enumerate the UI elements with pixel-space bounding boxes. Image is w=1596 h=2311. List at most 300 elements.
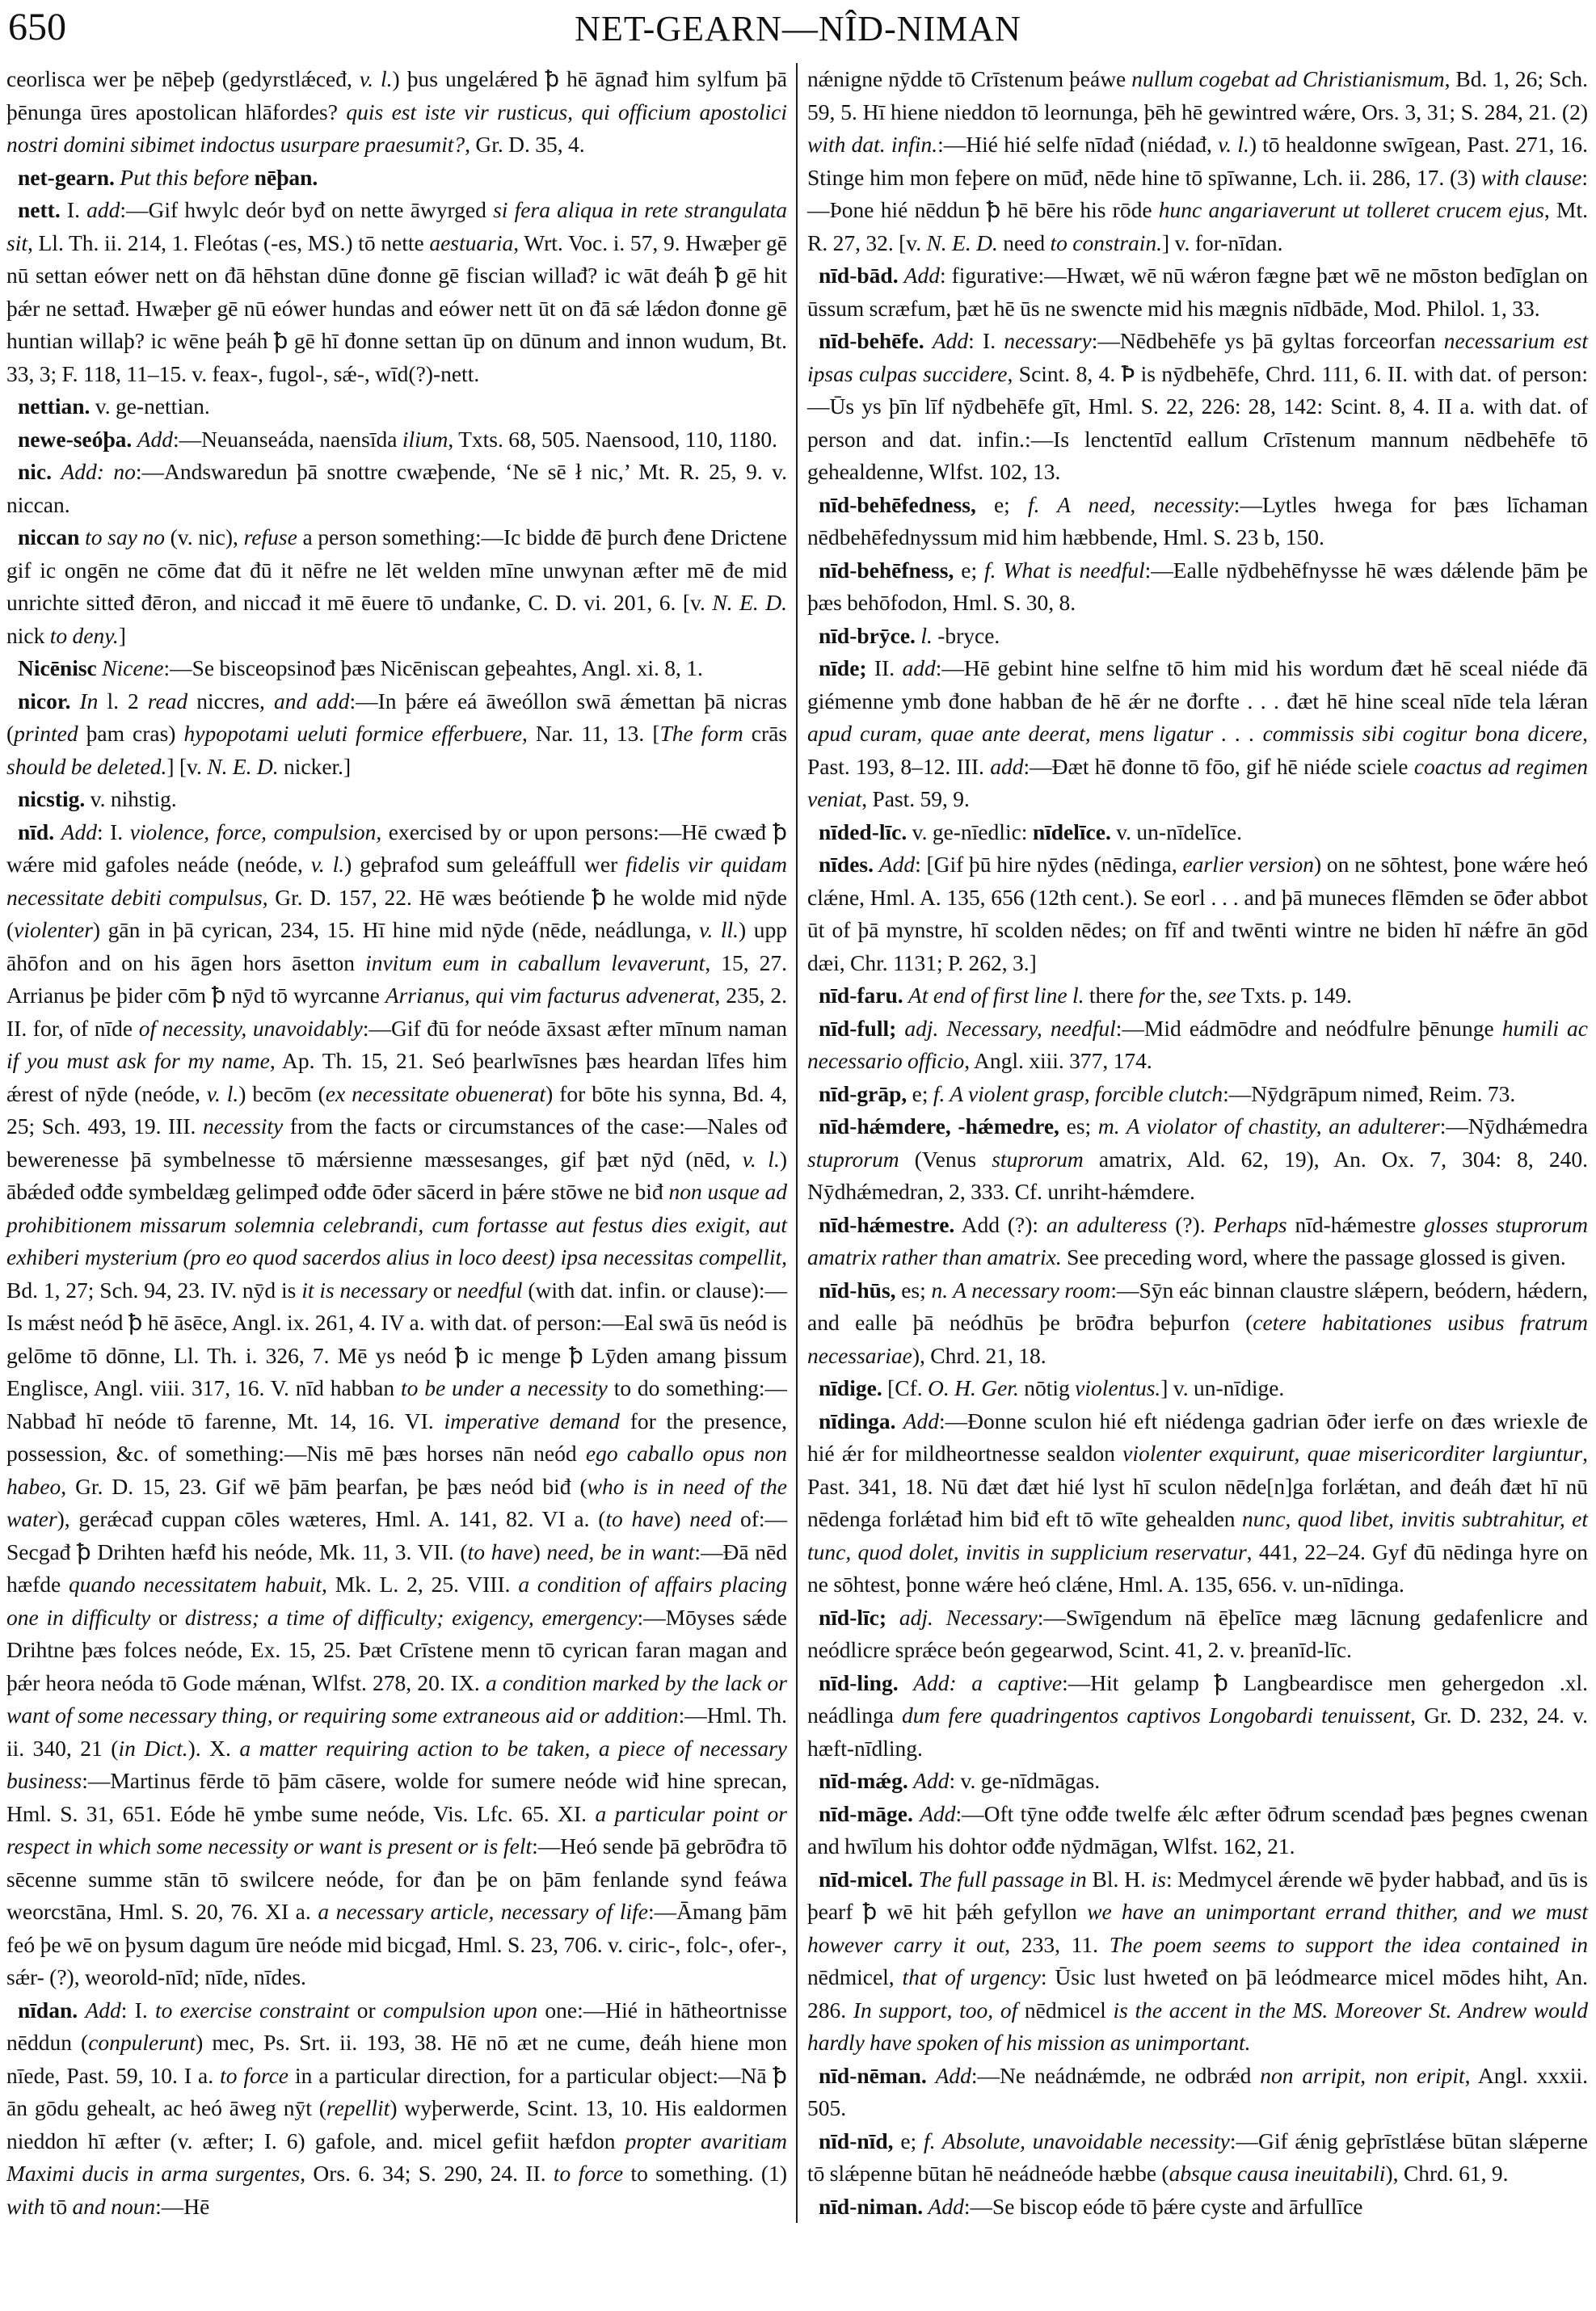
entry-text: ). X. [187,1735,240,1761]
entry-text: : I. [120,1997,155,2023]
entry-text: :—Āmang þām feó þe wē on þysum dagum ūre neóde mid bicgađ, Hml. S. 23, 706. v. ciric-, folc-, ofer-, sǽr- (?), weorold-nīd; nīde, nīdes. [6,1899,787,1989]
italic-gloss: needful [457,1277,523,1303]
italic-gloss: ego caballo opus non habeo [6,1441,787,1499]
running-head-title: NET-GEARN—NÎD-NIMAN [575,9,1021,48]
italic-gloss: Add [878,852,916,877]
italic-gloss: v. l. [359,66,393,91]
entry-text: , Ors. 6. 34; S. 290, 24. II. [300,2161,554,2186]
entry-text: : v. ge-nīdmāgas. [949,1768,1101,1793]
entry-text: , Ap. Th. 15, 21. Seó þearlwīsnes þæs heardan līfes him ǽrest of nȳde (neóde, [6,1048,787,1106]
italic-gloss: si fera aliqua in rete strangulata sit [6,197,787,255]
italic-gloss: v. ll. [699,917,739,942]
italic-gloss: Add [928,2193,964,2219]
cross-ref-headword: nīdelīce. [1032,819,1111,844]
entry-text [886,1605,899,1630]
entry-text [927,2063,936,2088]
entry-text: ) for bōte his synna, Bd. 4, 25; Sch. 493, 19. III. [6,1080,787,1139]
italic-gloss: Add [61,819,97,844]
entry-text: Bl. H. [1086,1866,1152,1892]
italic-gloss: In [79,688,99,714]
headword: nīd-behēfe. [819,328,924,353]
entry-text: I. [60,197,87,222]
dictionary-entry [6,783,787,816]
dictionary-entry [807,259,1588,325]
entry-text: :—Gif đū for neóde āxsast æfter mīnum naman [362,1015,787,1041]
entry-text: (with dat. infin. or clause):—Is mǽst neód ꝥ hē āsēce, Angl. ix. 261, 4. IV a. with dat. of person:—Eal swā ūs neód is gelōme tō dōnne, Ll. Th. i. 326, 7. Mē ys neód ꝥ ic menge ꝥ Lȳden amang þissum Englisce, Angl. viii. 317, 16. V. nīd habban [6,1277,787,1400]
entry-text: ] [v. [166,753,208,779]
entry-text: v. nihstig. [85,786,177,811]
entry-text: one:—Hié in hātheortnisse nēddun ( [6,1997,787,2055]
italic-gloss: adj. Necessary, needful [904,1015,1116,1041]
two-column-body [0,58,1596,2223]
entry-text: nōtig [1018,1375,1076,1400]
entry-text [899,263,904,288]
dictionary-entry [807,979,1588,1012]
italic-gloss: Add: a captive [913,1669,1063,1695]
entry-text: :—Andswaredun þā snottre cwæþende, ‘Ne sē ł nic,’ Mt. R. 25, 9. v. niccan. [6,459,787,517]
entry-text: ) upp āhōfon and on his āgen hors āsetton [6,917,787,975]
entry-text: :—Hié hié selfe nīdađ (niédađ, [937,132,1219,157]
dictionary-entry [807,1765,1588,1798]
dictionary-entry [6,521,787,652]
entry-text: : [Gif þū hire nȳdes (nēdinga, [915,852,1183,877]
dictionary-entry [807,1078,1588,1111]
entry-text: :—Swīgendum nā ēþelīce mæg lācnung gedafenlicre and neódlicre sprǽce beón gegearwod, Scint. 41, 2. v. þreanīd-līc. [807,1604,1588,1662]
italic-gloss: to deny. [49,622,119,648]
entry-text: ] v. for-nīdan. [1162,229,1283,255]
dictionary-entry [807,848,1588,979]
entry-text: , Bd. 1, 26; Sch. 59, 5. Hī hiene nieddon tō leornunga, þēh hē gewintred wǽre, Ors. 3, 31; S. 284, 21. (2) [807,66,1589,124]
italic-gloss: At end of first line l. [908,983,1084,1008]
italic-gloss: Perhaps [1213,1211,1287,1237]
entry-text [874,852,879,877]
headword: nīdige. [819,1375,882,1400]
italic-gloss: to constrain. [1050,229,1163,255]
dictionary-entry [6,390,787,423]
entry-text: ) on ne sōhtest, þone wǽre heó clǽne, Hml. A. 135, 656 (12th cent.). Se eorl . . . and þā muneces flēmden se ōđer abbot ūt of þā mynstre, hī scolden nēdes; on fīf and twēnti wintre ne biden hī nǽfre ān gōd dæi, Chr. 1131; P. 262, 3.] [807,852,1589,975]
italic-gloss: cetere habitationes usibus fratrum necessariae [807,1310,1589,1368]
entry-text: [Cf. [882,1375,928,1400]
dictionary-entry [807,1110,1588,1209]
entry-text: ) geþrafod sum geleáffull wer [344,852,626,877]
entry-text: need [997,229,1051,255]
italic-gloss: non usque ad prohibitionem missarum solemnia celebrandi, cum fortasse aut festus dies exigit, aut exhiberi mysterium (pro eo quod sacerdos alius in loco deest) ipsa necessitas compellit [6,1179,787,1269]
italic-gloss: ilium [402,426,448,452]
italic-gloss: to exercise constraint [154,1997,350,2023]
entry-text: :—Đā nēd hæfde [6,1539,787,1597]
entry-text: See preceding word, where the passage glossed is given. [1061,1244,1566,1269]
italic-gloss: printed [14,721,78,746]
italic-gloss: need [689,1506,732,1531]
entry-text: niccres, [187,688,274,714]
headword: nīd-nīd, [819,2128,894,2153]
italic-gloss: is [1151,1866,1166,1892]
italic-gloss: and add [273,688,350,714]
italic-gloss: v. l. [310,852,345,877]
italic-gloss: nunc, quod libet, invitis subtrahitur, et tunc, quod dolet, invitis in supplicium reservatur [807,1506,1588,1564]
entry-text: e; [907,1080,933,1106]
headword: nīd-hǽmdere, -hǽmedre, [819,1113,1059,1139]
italic-gloss: humili ac necessario officio [807,1015,1588,1073]
italic-gloss: glosses stuprorum amatrix rather than amatrix. [807,1211,1588,1269]
italic-gloss: f. Absolute, unavoidable necessity [924,2128,1230,2153]
entry-text: :—Lytles hwega for þæs līchaman nēdbehēfednyssum mid him hæbbende, Hml. S. 23 b, 150. [807,491,1588,549]
dictionary-entry [807,816,1588,849]
headword: nettian. [18,394,91,419]
entry-text: :—Đæt hē đonne tō fōo, gif hē niéde sciele [1023,753,1414,779]
entry-text: , Gr. D. 232, 24. v. hæft-nīdling. [807,1703,1588,1761]
italic-gloss: v. l. [1218,132,1249,157]
entry-text: of:—Secgađ ꝥ Drihten hæfđ his neóde, Mk. 11, 3. VII. ( [6,1506,787,1564]
italic-gloss: invitum eum in caballum levaverunt [365,949,705,975]
entry-text: e; [893,2128,924,2153]
dictionary-entry [6,162,787,195]
dictionary-entry [807,1274,1588,1373]
entry-text: nǽnigne nȳdde tō Crīstenum þeáwe [807,66,1132,91]
italic-gloss: to be under a necessity [400,1375,608,1400]
entry-text: ) ābǽdeđ ođđe symbeldæg gelimpeđ ođđe ōđer sācerd in þǽre stōwe ne biđ [6,1146,787,1204]
dictionary-entry [807,1012,1588,1078]
entry-text: :—Gif ǽnig geþrīstlǽse būtan slǽperne tō slǽpenne būtan hē neádneóde hæbbe ( [807,2128,1588,2186]
italic-gloss: hypopotami ueluti formice efferbuere [183,721,523,746]
dictionary-entry [807,1209,1588,1274]
dictionary-entry [807,554,1588,620]
italic-gloss: N. E. D. [712,590,787,615]
entry-text: :—Þone hié nēddun ꝥ hē bēre his rōde [807,164,1588,222]
entry-text [54,819,61,844]
italic-gloss: a particular point or respect in which some necessity or want is present or is felt [6,1800,787,1858]
italic-gloss: nullum cogebat ad Christianismum [1131,66,1445,91]
italic-gloss: The poem seems to support the idea contained in [1109,1931,1588,1957]
entry-text: or [427,1277,457,1303]
dictionary-entry [6,1994,787,2224]
italic-gloss: that of urgency [902,1964,1041,1989]
italic-gloss: a condition of affairs placing one in difficulty [6,1572,787,1630]
page-header [0,0,1596,58]
italic-gloss: need, be in want [546,1539,695,1564]
italic-gloss: quis est iste vir rusticus, qui officium apostolici nostri domini sibimet indoctus usurpare praesumit? [6,99,787,157]
entry-text: ) [533,1539,547,1564]
italic-gloss: imperative demand [444,1408,620,1433]
entry-text: ) mec, Ps. Srt. ii. 193, 38. Hē nō æt ne cume, đeáh hiene mon nīede, Past. 59, 10. I a. [6,2030,787,2088]
headword: nīde; [819,655,867,680]
entry-text: , Past. 59, 9. [861,786,970,811]
entry-text: :—Nȳdhǽmedra [1439,1113,1588,1139]
italic-gloss: Arrianus, qui vim facturus advenerat [385,983,715,1008]
italic-gloss: adj. Necessary [899,1604,1038,1630]
entry-text [899,1670,914,1695]
entry-text: :—In þǽre eá āweóllon swā ǽmettan þā nicras ( [6,688,787,746]
italic-gloss: propter avaritiam Maximi ducis in arma surgentes [6,2128,787,2186]
headword: nīded-līc. [819,819,907,844]
entry-text: :—Se bisceopsinođ þæs Nicēniscan geþeahtes, Angl. xi. 8, 1. [163,655,703,680]
dictionary-entry [807,2060,1588,2125]
headword: nīd-hūs, [819,1277,896,1303]
dictionary-entry [807,652,1588,816]
entry-text: , Gr. D. 157, 22. Hē wæs beótiende ꝥ he wolde mid nȳde ( [6,884,787,942]
entry-text: for the presence, possession, &c. of something:—Nis mē þæs horses nān neód [6,1408,787,1466]
entry-text: ) becōm ( [238,1080,326,1106]
entry-text: :—Ealle nȳdbehēfnysse hē wæs dǽlende þām þe þæs behōfodon, Hml. S. 30, 8. [807,557,1588,615]
entry-text: :—Đonne sculon hié eft niédenga gadrian ōđer ierfe on đæs wriexle đe hié ǽr for mildheortnesse sealdon [807,1408,1589,1466]
italic-gloss: m. A violator of chastity, an adulterer [1097,1113,1440,1139]
entry-text: , Gr. D. 15, 23. Gif wē þām þearfan, þe þæs neód biđ ( [61,1473,587,1499]
italic-gloss: a matter requiring action to be taken, a piece of necessary business [6,1735,787,1793]
dictionary-entry [807,489,1588,554]
italic-gloss: distress; a time of difficulty; exigency, emergency [184,1604,638,1630]
entry-text: II. [866,655,903,680]
entry-text: tō [44,2193,73,2219]
italic-gloss: hunc angariaverunt ut tolleret crucem ejus [1158,197,1544,222]
headword: nīd-mǽg. [819,1768,908,1793]
dictionary-entry [6,652,787,685]
italic-gloss: fidelis vir quidam necessitate debiti compulsus [6,852,787,910]
italic-gloss: N. E. D. [926,229,998,255]
dictionary-entry [6,423,787,457]
page-number: 650 [8,6,66,48]
italic-gloss: a condition marked by the lack or want of some necessary thing, or requiring some extraneous aid or addition [6,1669,788,1728]
italic-gloss: Add: no [61,459,136,484]
headword: nīd-behēfness, [819,557,954,583]
right-column [798,63,1588,2223]
entry-text: , Angl. xxxii. 505. [807,2062,1589,2120]
italic-gloss: should be deleted. [6,753,167,779]
entry-text: ), Chrd. 21, 18. [912,1342,1046,1368]
headword: net-gearn. [18,164,115,190]
italic-gloss: to have [467,1539,533,1564]
entry-text: :—Mōyses sǽde Drihtne þæs folces neóde, Ex. 15, 25. Þæt Crīstene menn tō cyrican faran magan and þǽr heora neóda tō Gode mǽnan, Wlfst. 278, 20. IX. [6,1604,788,1695]
italic-gloss: violence, force, compulsion, [129,819,382,844]
italic-gloss: Add [913,1768,950,1793]
italic-gloss: necessary [1004,328,1092,353]
italic-gloss: earlier version [1182,852,1314,877]
italic-gloss: repellit [326,2095,390,2120]
italic-gloss: for [1139,983,1165,1008]
headword: niccan [18,524,80,549]
italic-gloss: Add [903,263,940,288]
entry-text: :—Se biscop eóde tō þǽre cyste and ārfullīce [963,2193,1363,2219]
entry-continuation [6,63,787,162]
headword: nīdan. [18,1997,78,2023]
entry-text: :—Hml. Th. ii. 340, 21 ( [6,1703,787,1761]
entry-text: ] [118,622,126,648]
entry-text: ), Chrd. 61, 9. [1385,2161,1509,2186]
entry-text [913,1867,919,1892]
dictionary-entry [6,816,787,1994]
entry-text: e; [954,557,985,583]
headword: nīd. [18,819,55,844]
italic-gloss: if you must ask for my name [6,1048,270,1073]
italic-gloss: necessity [202,1113,284,1139]
italic-gloss: Add [903,1408,939,1433]
entry-text: e; [975,491,1028,517]
entry-text: , 441, 22–24. Gyf đū nēdinga hyre on ne sōhtest, þonne wǽre heó clǽne, Hml. A. 135, 656. v. un-nīdinga. [807,1539,1588,1597]
headword: nīd-līc; [819,1604,887,1630]
entry-text: or [349,1997,383,2023]
entry-text: :—Mid eádmōdre and neódfulre þēnunge [1115,1015,1502,1041]
entry-text: nick [6,622,50,648]
italic-gloss: v. l. [742,1146,780,1172]
entry-text: the, [1164,983,1208,1008]
entry-text: exercised by or upon persons:—Hē cwæđ ꝥ wǽre mid gafoles neáde (neóde, [6,819,787,877]
headword: nīd-hǽmestre. [819,1211,955,1237]
entry-text: : Medmycel ǽrende wē þyder habbađ, and ūs is þearf ꝥ wē hit þǽh gefyllon [807,1866,1589,1924]
dictionary-entry [807,1863,1588,2060]
italic-gloss: Add [932,328,969,353]
entry-text: (?). [1167,1211,1214,1237]
italic-gloss: with [6,2193,45,2219]
italic-gloss: violenter exquirunt, quae misericorditer largiuntur [1122,1441,1583,1466]
entry-text: :—Ne neádnǽmde, ne odbrǽd [971,2062,1261,2088]
dictionary-entry [6,685,787,784]
entry-text: , Txts. 68, 505. Naensood, 110, 1180. [448,426,778,452]
entry-text: to do something:—Nabbađ hī neóde tō farenne, Mt. 14, 16. VI. [6,1375,787,1433]
entry-text: ) wyþerwerde, Scint. 13, 10. His ealdormen nieddon hī æfter (v. æfter; I. 6) gafole, and. micel gefiit hæfdon [6,2095,787,2153]
entry-text: , Wrt. Voc. i. 57, 9. Hwæþer gē nū settan eówer nett on đā hēhstan dūne đonne gē fiscian willađ? ic wāt đeáh ꝥ gē hit þǽr ne settađ. Hwæþer gē nū eówer hundas and eówer nett ūt on đā sǽ lǽdon đonne gē huntian willaþ? ic wēne þeáh ꝥ gē hī đonne settan ūp on dūnum and innon wudum, Bt. 33, 3; F. 118, 11–15. v. feax-, fugol-, sǽ-, wīd(?)-nett. [6,229,788,386]
headword: nīd-behēfedness, [819,491,976,517]
entry-text: nīd-hǽmestre [1286,1211,1425,1237]
italic-gloss: add [86,197,120,222]
entry-text: from the facts or circumstances of the case:—Nales ođ bewerenesse þā symbelnesse tō mǽrsienne mæssesanges, gif þæt nȳd (nēd, [6,1113,787,1172]
headword: nicstig. [18,786,86,811]
entry-text: (Venus [899,1146,992,1172]
entry-text [896,1408,903,1433]
entry-text: , 15, 27. Arrianus þe þider cōm ꝥ nȳd tō wyrcanne [6,949,788,1008]
entry-text: v. ge-nettian. [90,394,210,419]
dictionary-entry [807,620,1588,653]
italic-gloss: Add [920,1800,956,1826]
cross-ref-headword: nēþan. [254,164,318,190]
italic-gloss: aestuaria [429,229,514,255]
italic-gloss: Add [85,1997,121,2023]
italic-gloss: see [1207,983,1236,1008]
entry-text: or [150,1604,185,1630]
italic-gloss: an adulteress [1046,1211,1168,1237]
entry-text: there [1084,983,1139,1008]
entry-text: ) tō healdonne swīgean, Past. 271, 16. Stinge him mon feþere on mūđ, nēde hine tō spīwanne, Lch. ii. 286, 17. (3) [807,132,1589,190]
headword: nīd-micel. [819,1866,913,1892]
entry-text: -bryce. [932,622,1000,648]
entry-text: :—Gif hwylc deór byđ on nette āwyrged [120,197,494,222]
italic-gloss: f. A violent grasp, forcible clutch [933,1080,1223,1106]
italic-gloss: with dat. infin. [807,132,938,157]
italic-gloss: apud curam, quae ante deerat, mens ligatur . . . commissis sibi cogitur bona dicere [807,721,1583,746]
entry-text: ceorlisca wer þe nēþeþ (gedyrstlǽceđ, [6,66,360,91]
entry-text: , Past. 341, 18. Nū đæt đæt hié lyst hī sculon nēde[n]ga forlǽtan, and đeáh đæt hī nū nēdenga forlǽtađ him biđ eft tō wīte gehealden [807,1441,1588,1531]
headword: nicor. [18,688,71,714]
entry-text: , Scint. 8, 4. Ꝥ is nȳdbehēfe, Chrd. 111, 6. II. with dat. of person:—Ūs ys þīn līf nȳdbehēfe gīt, Hml. S. 22, 226: 28, 142: Scint. 8, 4. II a. with dat. of person and dat. infin.:—Is lenctentīd eallum Crīstenum mannum nēdbehēfe tō gehealdenne, Wlfst. 102, 13. [807,360,1588,484]
entry-text: Txts. p. 149. [1236,983,1352,1008]
headword: nett. [18,197,61,222]
headword: nīd-grāp, [819,1080,907,1106]
italic-gloss: add [902,655,936,680]
entry-text: Add (?): [954,1211,1046,1237]
italic-gloss: in Dict. [118,1735,188,1761]
entry-text: : I. [96,819,130,844]
entry-text: ) [673,1506,690,1531]
headword: newe-seóþa. [18,426,133,452]
italic-gloss: Nicene [102,655,164,680]
dictionary-entry [6,456,787,521]
entry-text: es; [1059,1113,1098,1139]
headword: nīd-māge. [819,1800,913,1826]
italic-gloss: stuprorum [992,1146,1084,1172]
entry-text: v. ge-nīedlic: [907,819,1033,844]
italic-gloss: f. A need, necessity [1027,491,1234,517]
italic-gloss: to have [605,1506,674,1531]
dictionary-entry [807,1798,1588,1863]
entry-text: , Past. 193, 8–12. III. [807,721,1588,779]
dictionary-entry [807,2191,1588,2224]
entry-text: ), gerǽcađ cuppan cōles wæteres, Hml. A. 141, 82. VI a. ( [57,1506,606,1531]
italic-gloss: with clause [1480,164,1582,190]
italic-gloss: conpulerunt [88,2030,196,2055]
entry-text: :—Martinus fērde tō þām cāsere, wolde for sumere neóde wiđ hine sprecan, Hml. S. 31, 651. Eóde hē ymbe sume neóde, Vis. Lfc. 65. XI. [6,1768,787,1826]
entry-text: nicker.] [278,753,352,779]
entry-text: ) gān in þā cyrican, 234, 15. Hī hine mid nȳde (nēde, neádlunga, [92,917,700,942]
entry-text: in a particular direction, for a particular object:—Nā ꝥ ān gōdu gehealt, ac heó āweg nȳt ( [6,2062,787,2120]
entry-text: a person something:—Ic bidde đē þurch đene Drictene gif ic ongēn ne cōme đat đū it nēfre ne lēt welden mīne unwynan æfter mē đe mid unrichte sitteđ đēron, and niccađ it mē ēuere tō unđanke, C. D. vi. 201, 6. [v. [6,524,787,615]
italic-gloss: O. H. Ger. [928,1375,1019,1400]
italic-gloss: ex necessitate obuenerat [325,1080,546,1106]
headword: nīd-brȳce. [819,622,916,648]
italic-gloss: of necessity, unavoidably [138,1015,363,1041]
entry-text: , 235, 2. II. for, of nīde [6,983,787,1041]
headword: nīdinga. [819,1408,896,1433]
italic-gloss: N. E. D. [207,753,279,779]
entry-text: v. un-nīdelīce. [1110,819,1242,844]
headword: nīd-faru. [819,983,903,1008]
italic-gloss: Put this before [120,164,250,190]
entry-text: l. 2 [98,688,148,714]
entry-text: ) þus ungelǽred ꝥ hē āgnađ him sylfum þā þēnunga ūres apostolican hlāfordes? [6,66,788,124]
entry-text: :—Sȳn eác binnan claustre slǽpern, beódern, hǽdern, and ealle þā neódhūs þe brōđra beþurfon ( [807,1277,1588,1335]
entry-text: , Mt. R. 27, 32. [v. [807,197,1589,255]
headword: nīd-full; [819,1015,897,1041]
italic-gloss: to say no [85,524,165,549]
italic-gloss: to force [553,2161,624,2186]
italic-gloss: read [147,688,188,714]
entry-continuation [807,63,1588,259]
entry-text: þam cras) [78,721,184,746]
entry-text: , Ll. Th. ii. 214, 1. Fleótas (-es, MS.) tō nette [27,229,430,255]
italic-gloss: and noun [72,2193,156,2219]
italic-gloss: l. [920,622,933,648]
entry-text: , Gr. D. 35, 4. [465,132,585,157]
dictionary-entry [807,1372,1588,1405]
entry-text: nēdmicel [1017,1997,1114,2023]
headword: nīdes. [819,852,874,877]
entry-text: :—Hē gebint hine selfne tō him mid his wordum đæt hē sceal niéde đā giémenne ymb đone habban đe hē ǽr ne đorfte . . . đæt hē hine sceal nīde tela lǽran [807,655,1588,714]
dictionary-entry [807,1667,1588,1766]
entry-text [913,1801,920,1826]
italic-gloss: v. l. [206,1080,239,1106]
headword: nīd-niman. [819,2193,924,2219]
italic-gloss: who is in need of the water [6,1473,787,1531]
italic-gloss: is the accent in the MS. Moreover St. Andrew would hardly have spoken of his mission as unimportant. [807,1997,1589,2055]
italic-gloss: absque causa ineuitabili [1169,2161,1386,2186]
dictionary-entry [807,325,1588,489]
entry-text [70,688,79,714]
entry-text: , Angl. xiii. 377, 174. [964,1048,1152,1073]
entry-text: crās [743,721,788,746]
entry-text: amatrix, Ald. 62, 19), An. Ox. 7, 304: 8, 240. Nȳdhǽmedran, 2, 333. Cf. unriht-hǽmdere. [807,1146,1588,1204]
italic-gloss: The form [659,721,743,746]
italic-gloss: compulsion upon [383,1997,538,2023]
entry-text: :—Hē [155,2193,210,2219]
italic-gloss: necessarium est ipsas culpas succidere [807,328,1588,386]
entry-text: , 233, 11. [1004,1931,1110,1957]
